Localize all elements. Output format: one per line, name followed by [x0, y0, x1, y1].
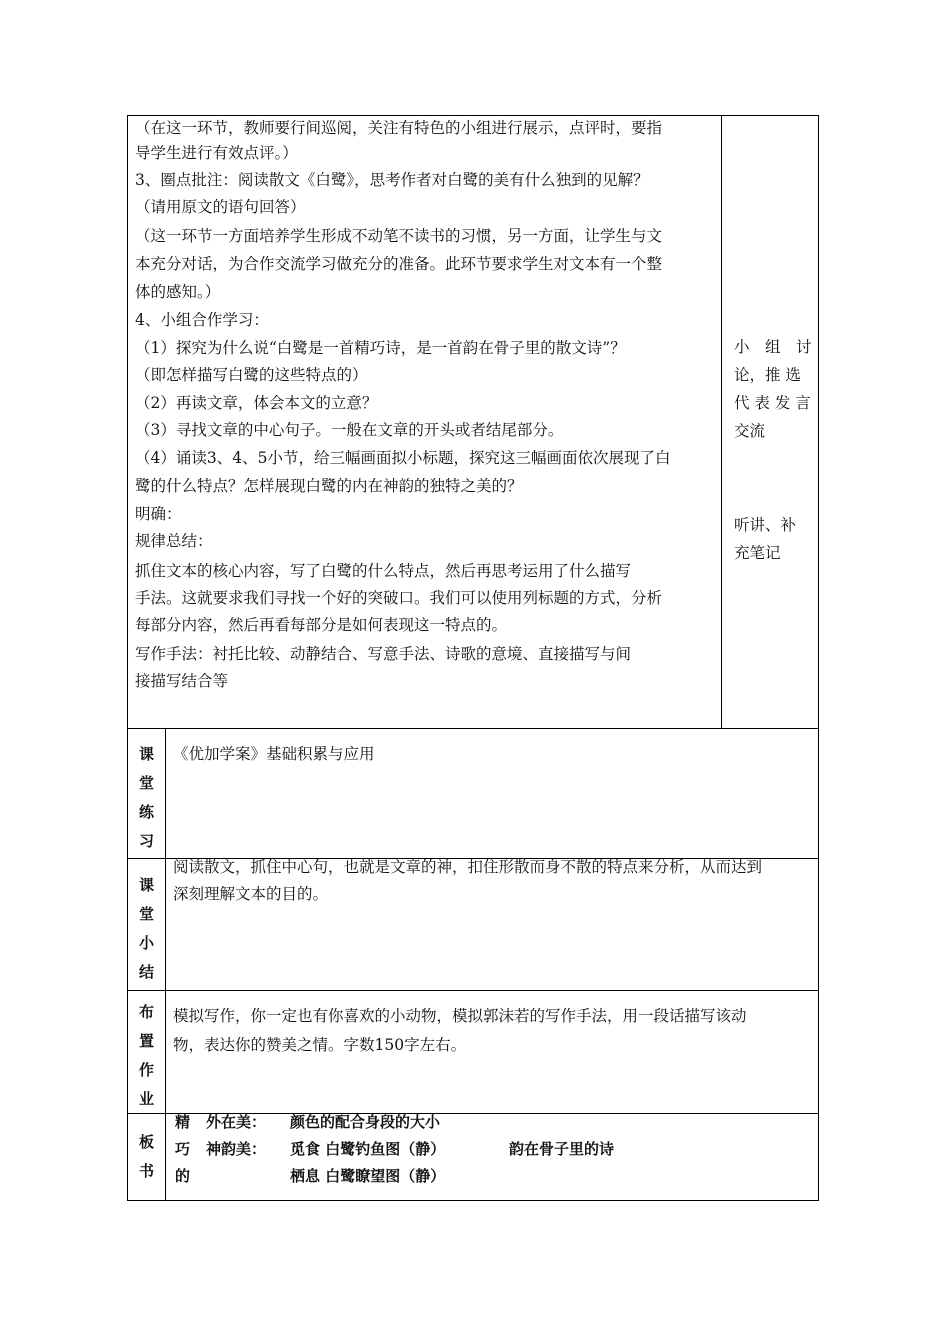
process-line: 抓住文本的核心内容，写了白鹭的什么特点，然后再思考运用了什么描写 [135, 562, 632, 580]
process-line: （这一环节一方面培养学生形成不动笔不读书的习惯，另一方面，让学生与文 [135, 227, 663, 245]
practice-label: 课 堂 练 习 [138, 745, 154, 850]
activity-line: 听讲、补 [734, 516, 797, 534]
process-line: 明确： [135, 505, 182, 523]
board-col-4: 韵在骨子里的诗 [509, 1140, 615, 1158]
activity-line: 交流 [734, 422, 766, 440]
practice-content: 《优加学案》基础积累与应用 [173, 745, 375, 763]
right-column-divider [721, 116, 722, 728]
row-divider [128, 728, 818, 729]
summary-label: 课 堂 小 结 [138, 876, 154, 981]
homework-label: 布 置 作 业 [138, 1003, 154, 1108]
process-line: 本充分对话，为合作交流学习做充分的准备。此环节要求学生对文本有一个整 [135, 255, 663, 273]
label-column-divider [165, 728, 166, 1200]
activity-line: 充笔记 [734, 544, 781, 562]
activity-line: 论，推 选 [734, 366, 801, 384]
summary-line: 阅读散文，抓住中心句，也就是文章的神，扣住形散而身不散的特点来分析，从而达到 [173, 858, 763, 876]
process-line: （即怎样描写白鹭的这些特点的） [135, 366, 368, 384]
homework-line: 物，表达你的赞美之情。字数150字左右。 [173, 1036, 467, 1054]
process-line: 手法。这就要求我们寻找一个好的突破口。我们可以使用列标题的方式，分析 [135, 589, 663, 607]
homework-line: 模拟写作，你一定也有你喜欢的小动物，模拟郭沫若的写作手法，用一段话描写该动 [173, 1007, 747, 1025]
process-line: 3、圈点批注：阅读散文《白鹭》，思考作者对白鹭的美有什么独到的见解？ [135, 171, 649, 189]
process-line: （4）诵读3、4、5小节，给三幅画面拟小标题，探究这三幅画面依次展现了白 [135, 449, 671, 467]
board-col-1: 精 巧 的 [175, 1113, 191, 1185]
process-line: 写作手法：衬托比较、动静结合、写意手法、诗歌的意境、直接描写与间 [135, 645, 632, 663]
process-line: 接描写结合等 [135, 672, 229, 690]
board-col-3: 颜色的配合身段的大小 觅食 白鹭钓鱼图（静） 栖息 白鹭瞭望图（静） [290, 1113, 446, 1185]
process-line: （3）寻找文章的中心句子。一般在文章的开头或者结尾部分。 [135, 421, 564, 439]
summary-line: 深刻理解文本的目的。 [173, 885, 329, 903]
process-line: 导学生进行有效点评。） [135, 144, 298, 162]
activity-line: 小 组 讨 [734, 338, 812, 356]
lesson-plan-table [127, 115, 819, 1201]
process-line: （请用原文的语句回答） [135, 198, 306, 216]
activity-line: 代 表 发 言 [734, 394, 811, 412]
board-label: 板 书 [138, 1133, 154, 1180]
process-line: 每部分内容，然后再看每部分是如何表现这一特点的。 [135, 616, 508, 634]
process-line: 4、小组合作学习： [135, 311, 269, 329]
process-line: 体的感知。） [135, 283, 221, 301]
process-line: 鹭的什么特点？怎样展现白鹭的内在神韵的独特之美的？ [135, 477, 523, 495]
process-line: 规律总结： [135, 532, 213, 550]
row-divider [128, 990, 818, 991]
board-col-2: 外在美： 神韵美： [206, 1113, 267, 1158]
process-line: （1）探究为什么说“白鹭是一首精巧诗，是一首韵在骨子里的散文诗”？ [135, 339, 626, 357]
process-line: （在这一环节，教师要行间巡阅，关注有特色的小组进行展示，点评时，要指 [135, 119, 663, 137]
process-line: （2）再读文章，体会本文的立意？ [135, 394, 378, 412]
